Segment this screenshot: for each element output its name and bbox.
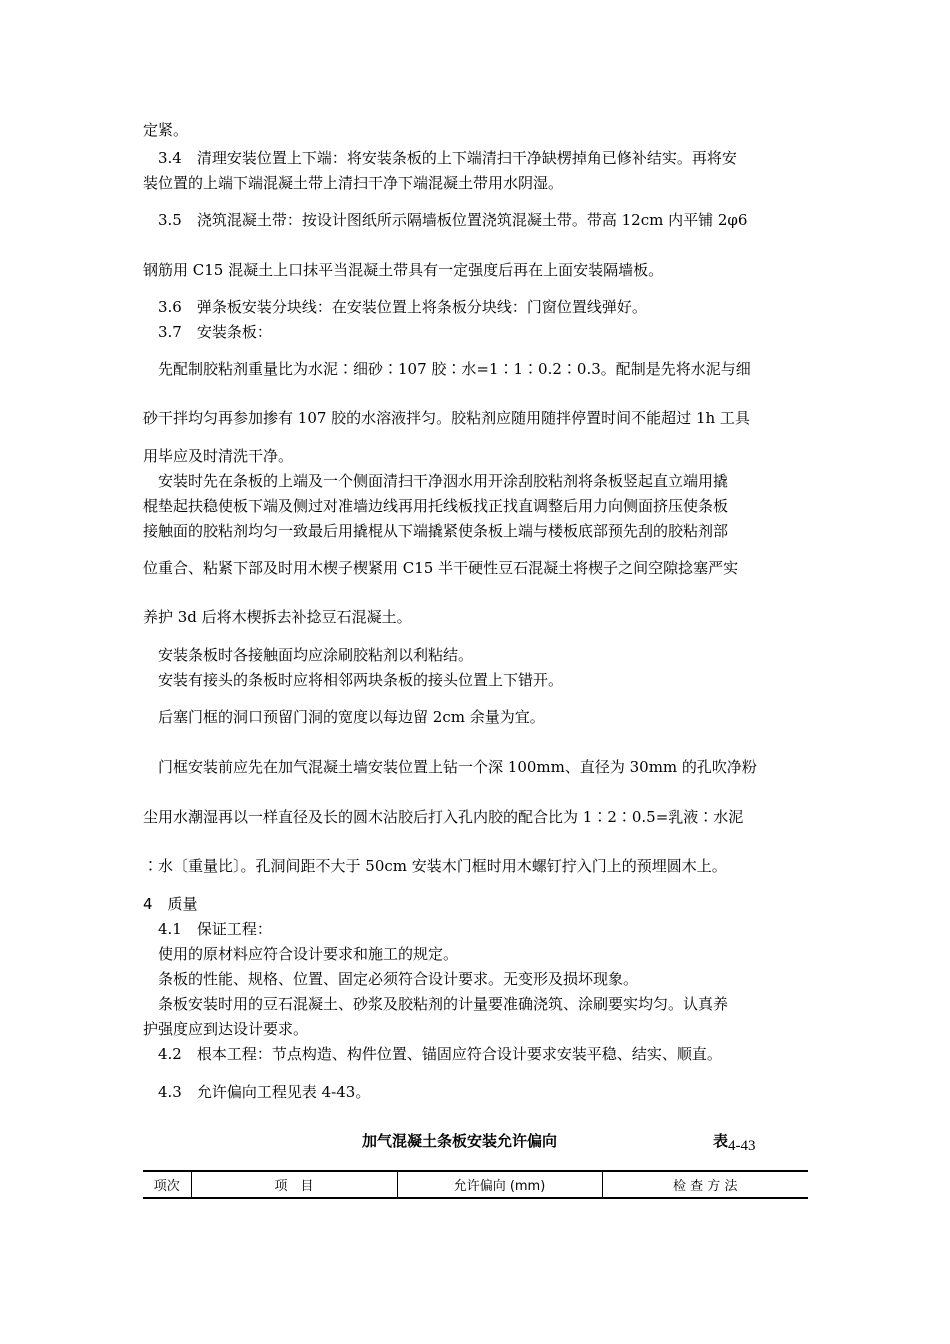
table-number-value: 4-43 [728, 1138, 756, 1154]
text-line: 门框安装前应先在加气混凝土墙安装位置上钻一个深 100mm、直径为 30mm 的孔吹净粉 [143, 758, 757, 776]
column-header: 项 目 [191, 1171, 397, 1198]
text-line: 先配制胶粘剂重量比为水泥∶细砂∶107 胶∶水=1∶1∶0.2∶0.3。配制是先将水泥与细 [143, 360, 751, 378]
column-header: 允许偏向 (mm) [397, 1171, 602, 1198]
text-line: 钢筋用 C15 混凝土上口抹平当混凝土带具有一定强度后再在上面安装隔墙板。 [143, 261, 664, 279]
text-line: 后塞门框的洞口预留门洞的宽度以每边留 2cm 余量为宜。 [143, 708, 545, 726]
table-caption: 加气混凝土条板安装允许偏向 [362, 1132, 558, 1150]
text-line: 位重合、粘紧下部及时用木楔子楔紧用 C15 半干硬性豆石混凝土将楔子之间空隙捻塞严实 [143, 559, 739, 577]
text-line: 用毕应及时清洗干净。 [143, 447, 294, 465]
text-line: 安装有接头的条板时应将相邻两块条板的接头位置上下错开。 [143, 671, 564, 689]
table-number [713, 1130, 756, 1154]
text-line: 护强度应到达设计要求。 [143, 1020, 309, 1038]
text-line: 使用的原材料应符合设计要求和施工的规定。 [143, 945, 459, 963]
column-header: 项次 [143, 1171, 191, 1198]
column-header: 检 查 方 法 [602, 1171, 808, 1198]
table-label: 表 [713, 1132, 729, 1150]
text-line: 条板的性能、规格、位置、固定必须符合设计要求。无变形及损坏现象。 [143, 970, 639, 988]
table-header-row [143, 1171, 808, 1198]
text-line: 安装时先在条板的上端及一个侧面清扫干净洇水用开涂刮胶粘剂将条板竖起直立端用撬 [143, 472, 729, 490]
text-line: 砂干拌均匀再参加掺有 107 胶的水溶液拌匀。胶粘剂应随用随拌停置时间不能超过 1h 工具 [143, 409, 750, 427]
text-line: 4.2 根本工程：节点构造、构件位置、锚固应符合设计要求安装平稳、结实、顺直。 [143, 1045, 722, 1063]
text-line: 条板安装时用的豆石混凝土、砂浆及胶粘剂的计量要准确浇筑、涂刷要实均匀。认真养 [143, 995, 729, 1013]
text-line: 棍垫起扶稳使板下端及侧过对准墙边线再用托线板找正找直调整后用力向侧面挤压使条板 [143, 497, 729, 515]
text-line: 4.3 允许偏向工程见表 4-43。 [143, 1083, 371, 1101]
text-line: 3.5 浇筑混凝土带：按设计图纸所示隔墙板位置浇筑混凝土带。带高 12cm 内平铺 2φ6 [143, 211, 748, 229]
text-line: 安装条板时各接触面均应涂刷胶粘剂以利粘结。 [143, 646, 474, 664]
text-line: 养护 3d 后将木楔拆去补捻豆石混凝土。 [143, 608, 412, 626]
text-line: 定紧。 [143, 121, 189, 139]
text-line: 装位置的上端下端混凝土带上清扫干净下端混凝土带用水阴湿。 [143, 174, 564, 192]
text-line: 接触面的胶粘剂均匀一致最后用撬棍从下端撬紧使条板上端与楼板底部预先刮的胶粘剂部 [143, 522, 729, 540]
text-line: 尘用水潮湿再以一样直径及长的圆木沾胶后打入孔内胶的配合比为 1∶2∶0.5=乳液∶水泥 [143, 808, 744, 826]
deviation-table [143, 1170, 808, 1199]
text-line: 3.6 弹条板安装分块线：在安装位置上将条板分块线：门窗位置线弹好。 [143, 298, 647, 316]
text-line: ∶水〔重量比〕。孔洞间距不大于 50cm 安装木门框时用木螺钉拧入门上的预埋圆木上。 [143, 857, 727, 875]
text-line: 3.7 安装条板： [143, 323, 272, 341]
text-line: 3.4 清理安装位置上下端：将安装条板的上下端清扫干净缺楞掉角已修补结实。再将安 [143, 149, 737, 167]
text-line: 4.1 保证工程： [143, 920, 272, 938]
section-heading: 4 质量 [143, 895, 198, 913]
